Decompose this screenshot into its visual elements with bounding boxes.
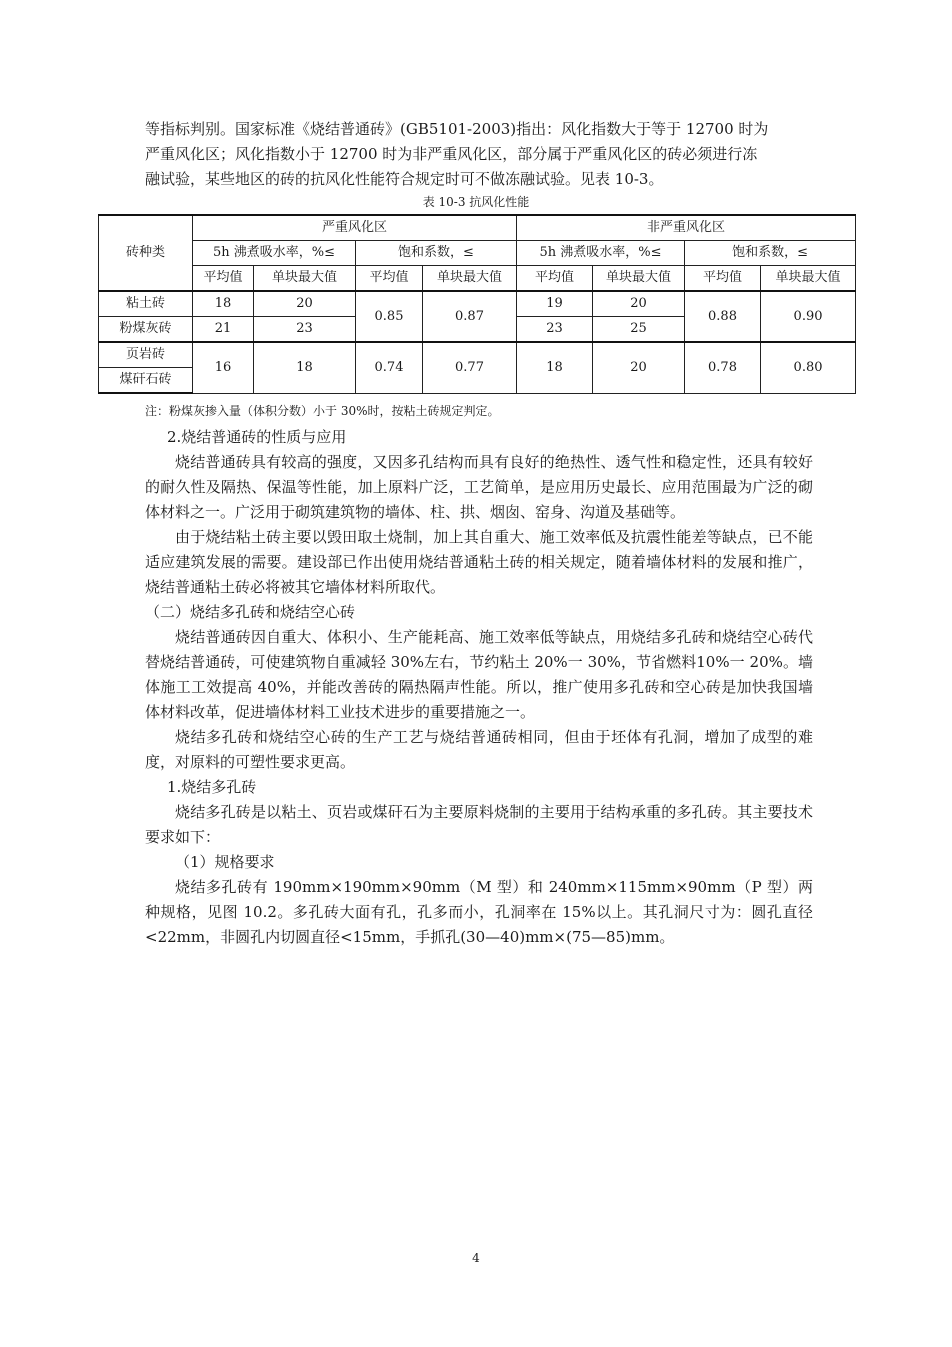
weathering-resistance-table [98, 214, 856, 394]
column-header: 平均值 [193, 266, 254, 292]
paragraph: 烧结普通砖具有较高的强度，又因多孔结构而具有良好的绝热性、透气性和稳定性，还具有较好的耐久性及隔热、保温等性能，加上原料广泛，工艺简单，是应用历史最长、应用范围最为广泛的砌体材料之一。广泛用于砌筑建筑物的墙体、柱、拱、烟囱、窑身、沟道及基础等。 [145, 453, 813, 521]
paragraph: 烧结多孔砖是以粘土、页岩或煤矸石为主要原料烧制的主要用于结构承重的多孔砖。其主要技术要求如下： [145, 803, 813, 846]
column-header: 平均值 [356, 266, 423, 292]
subgroup-header: 5h 沸煮吸水率，%≤ [193, 241, 356, 266]
column-header: 平均值 [517, 266, 593, 292]
table-note: 注：粉煤灰掺入量（体积分数）小于 30%时，按粘土砖规定判定。 [145, 404, 500, 418]
subgroup-header: 5h 沸煮吸水率，%≤ [517, 241, 685, 266]
table-cell: 0.74 [356, 342, 423, 393]
table-cell: 0.90 [761, 291, 856, 342]
table-cell: 20 [593, 291, 685, 317]
column-header: 单块最大值 [423, 266, 517, 292]
table-cell: 0.78 [685, 342, 761, 393]
table-cell: 0.87 [423, 291, 517, 342]
table-cell: 23 [517, 317, 593, 343]
page-number: 4 [472, 1251, 480, 1265]
column-header: 单块最大值 [761, 266, 856, 292]
row-header-cell: 砖种类 [99, 215, 193, 291]
table-cell: 25 [593, 317, 685, 343]
table-cell: 23 [254, 317, 356, 343]
table-cell: 0.80 [761, 342, 856, 393]
table-cell: 16 [193, 342, 254, 393]
table-cell: 0.77 [423, 342, 517, 393]
paragraph: 烧结多孔砖和烧结空心砖的生产工艺与烧结普通砖相同，但由于坯体有孔洞，增加了成型的难度，对原料的可塑性要求更高。 [145, 728, 813, 771]
table-cell-name: 页岩砖 [99, 342, 193, 368]
table-cell: 18 [517, 342, 593, 393]
subgroup-header: 饱和系数，≤ [356, 241, 517, 266]
table-cell: 18 [193, 291, 254, 317]
intro-paragraph [145, 117, 813, 192]
paragraph: 烧结普通砖因自重大、体积小、生产能耗高、施工效率低等缺点，用烧结多孔砖和烧结空心砖代替烧结普通砖，可使建筑物自重减轻 30%左右，节约粘土 20%一 30%，节省燃料10%一 20%。墙体施工工效提高 40%，并能改善砖的隔热隔声性能。所以，推广使用多孔砖和空心砖是加快我国墙体材料改革，促进墙体材料工业技术进步的重要措施之一。 [145, 628, 813, 721]
column-header: 平均值 [685, 266, 761, 292]
intro-line: 融试验，某些地区的砖的抗风化性能符合规定时可不做冻融试验。见表 10-3。 [145, 170, 664, 188]
intro-line: 严重风化区；风化指数小于 12700 时为非严重风化区，部分属于严重风化区的砖必须进行冻 [145, 145, 758, 163]
column-header: 单块最大值 [593, 266, 685, 292]
section-heading: （二）烧结多孔砖和烧结空心砖 [145, 603, 356, 621]
table-cell: 0.88 [685, 291, 761, 342]
table-cell: 20 [593, 342, 685, 393]
table-cell: 20 [254, 291, 356, 317]
table-cell: 0.85 [356, 291, 423, 342]
table-caption: 表 10-3 抗风化性能 [422, 195, 530, 209]
intro-line: 等指标判别。国家标准《烧结普通砖》(GB5101-2003)指出：风化指数大于等于 12700 时为 [145, 120, 769, 138]
table-cell: 21 [193, 317, 254, 343]
paragraph: 由于烧结粘土砖主要以毁田取土烧制，加上其自重大、施工效率低及抗震性能差等缺点，已不能适应建筑发展的需要。建设部已作出使用烧结普通粘土砖的相关规定，随着墙体材料的发展和推广，烧结普通粘土砖必将被其它墙体材料所取代。 [145, 528, 813, 596]
table-cell-name: 煤矸石砖 [99, 368, 193, 394]
group-header: 非严重风化区 [517, 215, 856, 241]
paragraph: 烧结多孔砖有 190mm×190mm×90mm（M 型）和 240mm×115mm×90mm（P 型）两种规格，见图 10.2。多孔砖大面有孔，孔多而小，孔洞率在 15%以上。其孔洞尺寸为：圆孔直径<22mm，非圆孔内切圆直径<15mm，手抓孔(30—40)mm×(75—85)mm。 [145, 878, 813, 946]
table-cell-name: 粉煤灰砖 [99, 317, 193, 343]
section-heading: 2.烧结普通砖的性质与应用 [167, 428, 347, 446]
section-heading: （1）规格要求 [175, 853, 275, 871]
body-text [145, 425, 813, 950]
subgroup-header: 饱和系数，≤ [685, 241, 856, 266]
table-cell: 19 [517, 291, 593, 317]
section-heading: 1.烧结多孔砖 [167, 778, 257, 796]
table-cell-name: 粘土砖 [99, 291, 193, 317]
column-header: 单块最大值 [254, 266, 356, 292]
table-cell: 18 [254, 342, 356, 393]
group-header: 严重风化区 [193, 215, 517, 241]
